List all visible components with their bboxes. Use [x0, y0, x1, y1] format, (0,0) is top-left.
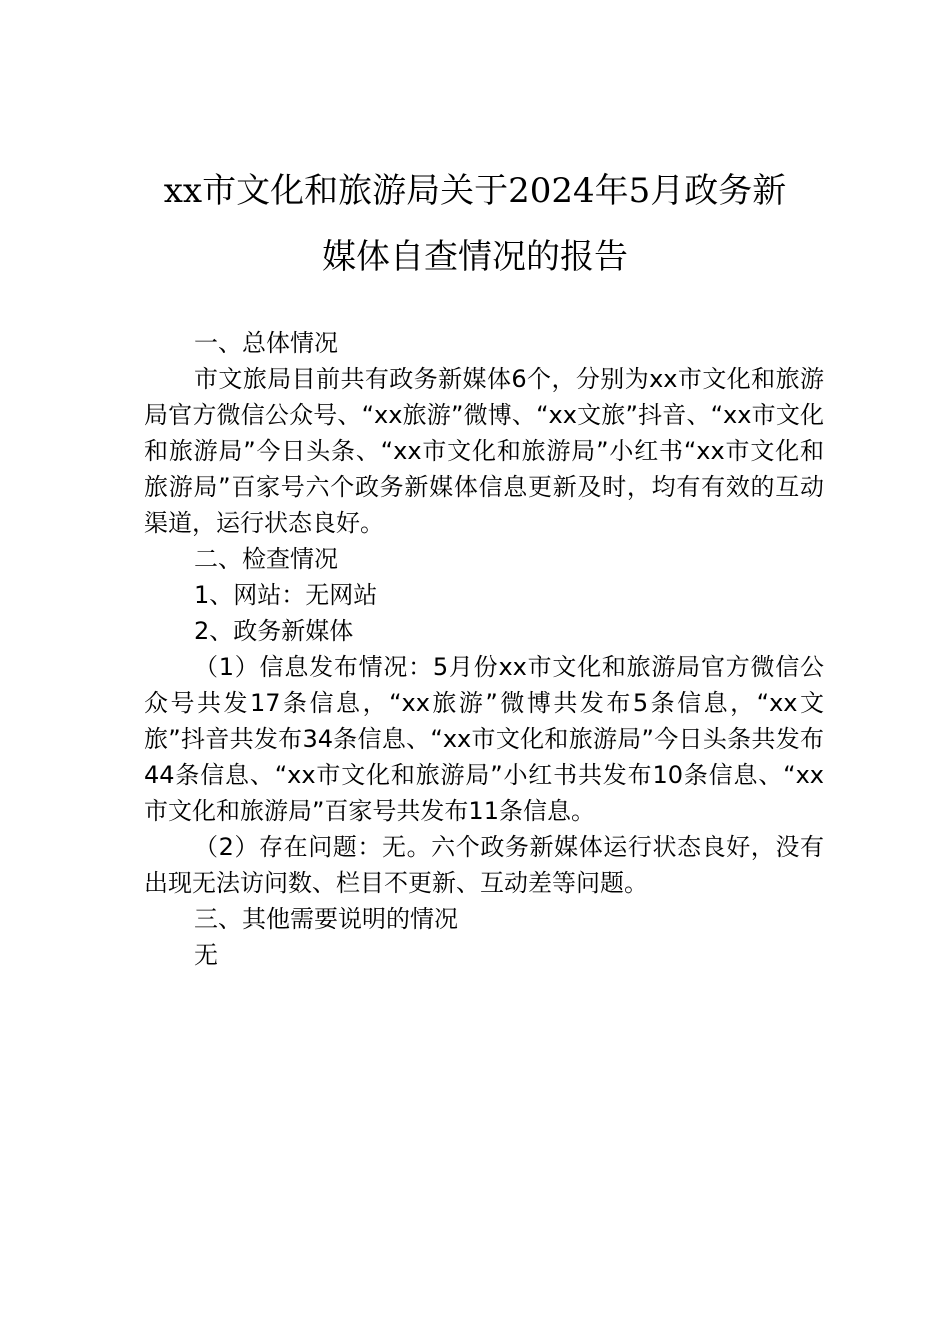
- info-release-paragraph: （1）信息发布情况：5月份xx市文化和旅游局官方微信公众号共发17条信息，“xx旅游”微博共发布5条信息，“xx文旅”抖音共发布34条信息、“xx市文化和旅游局”今日头条共发布44条信息、“xx市文化和旅游局”小红书共发布10条信息、“xx市文化和旅游局”百家号共发布11条信息。: [144, 653, 824, 825]
- issues-paragraph: （2）存在问题：无。六个政务新媒体运行状态良好，没有出现无法访问数、栏目不更新、互动差等问题。: [144, 833, 824, 897]
- item-new-media: 2、政务新媒体: [194, 617, 354, 645]
- section-heading-inspection: 二、检查情况: [194, 545, 338, 573]
- other-content: 无: [194, 941, 218, 969]
- item-website: 1、网站：无网站: [194, 581, 378, 609]
- section-heading-overview: 一、总体情况: [194, 329, 338, 357]
- document-title: [140, 158, 810, 290]
- title-line-1: xx市文化和旅游局关于2024年5月政务新: [163, 171, 787, 211]
- title-line-2: 媒体自查情况的报告: [322, 237, 628, 277]
- overview-paragraph: 市文旅局目前共有政务新媒体6个，分别为xx市文化和旅游局官方微信公众号、“xx旅游”微博、“xx文旅”抖音、“xx市文化和旅游局”今日头条、“xx市文化和旅游局”小红书“xx市文化和旅游局”百家号六个政务新媒体信息更新及时，均有有效的互动渠道，运行状态良好。: [144, 365, 824, 537]
- section-heading-other: 三、其他需要说明的情况: [194, 905, 458, 933]
- document-body: [144, 325, 824, 973]
